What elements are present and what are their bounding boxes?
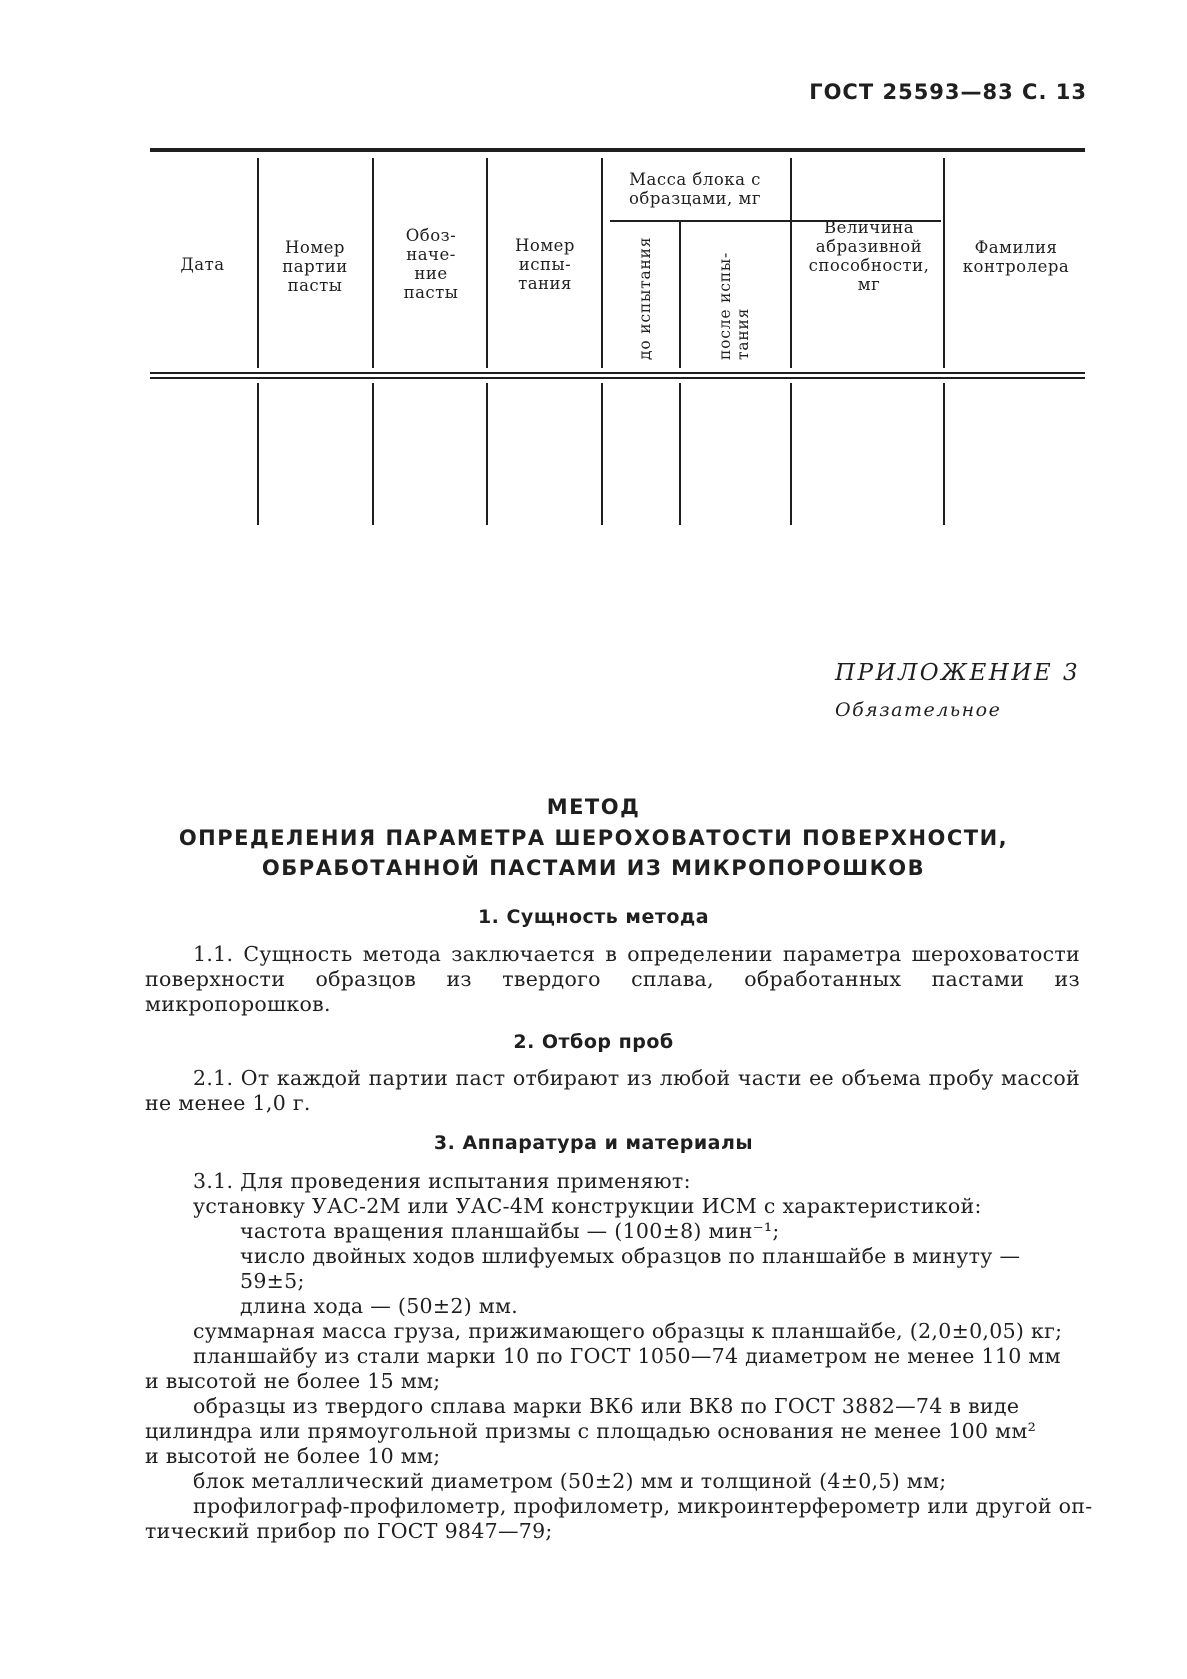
col-divider — [790, 383, 792, 525]
appendix-status: Обязательное — [835, 699, 1002, 721]
col-test-number: Номер испы-тания — [515, 236, 575, 293]
equipment-line: тический прибор по ГОСТ 9847—79; — [145, 1519, 553, 1543]
equipment-line: и высотой не более 15 мм; — [145, 1369, 441, 1393]
col-inspector: Фамилия контролера — [962, 238, 1070, 276]
table-header-rule-1 — [150, 372, 1085, 374]
equipment-line: частота вращения планшайбы — (100±8) мин⁻¹; — [240, 1219, 780, 1243]
col-mass-before: до испытания — [636, 236, 654, 360]
equipment-line: 59±5; — [240, 1269, 305, 1293]
method-title-line-3: ОБРАБОТАННОЙ ПАСТАМИ ИЗ МИКРОПОРОШКОВ — [261, 856, 926, 880]
col-divider — [257, 158, 259, 368]
section-2-heading: 2. Отбор проб — [513, 1031, 674, 1053]
method-title-line-1: МЕТОД — [546, 795, 641, 819]
equipment-line: суммарная масса груза, прижимающего образцы к планшайбе, (2,0±0,05) кг; — [193, 1319, 1063, 1343]
equipment-line: планшайбу из стали марки 10 по ГОСТ 1050—74 диаметром не менее 110 мм — [193, 1344, 1061, 1368]
equipment-line: установку УАС-2М или УАС-4М конструкции ИСМ с характеристикой: — [193, 1194, 982, 1218]
section-1-heading: 1. Сущность метода — [477, 906, 710, 928]
section-3-heading: 3. Аппаратура и материалы — [433, 1132, 754, 1154]
col-mass-after: после испы-тания — [716, 251, 752, 360]
table-top-rule — [150, 148, 1085, 152]
equipment-line: число двойных ходов шлифуемых образцов по планшайбе в минуту — — [240, 1244, 1021, 1268]
equipment-line: длина хода — (50±2) мм. — [240, 1294, 519, 1318]
page-header: ГОСТ 25593—83 С. 13 — [809, 80, 1087, 104]
col-divider — [257, 383, 259, 525]
equipment-line: цилиндра или прямоугольной призмы с площадью основания не менее 100 мм² — [145, 1419, 1037, 1443]
col-divider — [790, 158, 792, 368]
col-divider — [943, 383, 945, 525]
paragraph-2-1: 2.1. От каждой партии паст отбирают из любой части ее объема пробу массой не менее 1,0 г. — [145, 1066, 1080, 1115]
equipment-line: 3.1. Для проведения испытания применяют: — [193, 1169, 691, 1193]
table-header-rule-2 — [150, 377, 1085, 379]
col-date: Дата — [180, 255, 225, 274]
equipment-line: и высотой не более 10 мм; — [145, 1444, 441, 1468]
col-divider — [679, 222, 681, 368]
col-divider — [372, 158, 374, 368]
test-record-table — [150, 148, 1085, 525]
col-divider — [943, 158, 945, 368]
col-batch: Номер партии пасты — [282, 238, 348, 295]
col-divider — [372, 383, 374, 525]
col-mass-group: Масса блока с образцами, мг — [628, 170, 761, 208]
col-abrasive: Величина абразивной способности, мг — [808, 218, 930, 294]
appendix-label: ПРИЛОЖЕНИЕ 3 — [835, 660, 1081, 686]
col-divider — [679, 383, 681, 525]
equipment-line: профилограф-профилометр, профилометр, микроинтерферометр или другой оп- — [193, 1494, 1093, 1518]
col-divider — [486, 158, 488, 368]
col-divider — [601, 383, 603, 525]
col-divider — [486, 383, 488, 525]
paragraph-1-1: 1.1. Сущность метода заключается в определении параметра шероховатости поверхности образцов из твердого сплава, обработанных пастами из микропорошков. — [145, 942, 1080, 1016]
equipment-line: блок металлический диаметром (50±2) мм и толщиной (4±0,5) мм; — [193, 1469, 947, 1493]
method-title-line-2: ОПРЕДЕЛЕНИЯ ПАРАМЕТРА ШЕРОХОВАТОСТИ ПОВЕРХНОСТИ, — [178, 826, 1009, 850]
col-divider — [601, 158, 603, 368]
col-designation: Обоз-наче-ние пасты — [403, 226, 459, 302]
equipment-line: образцы из твердого сплава марки ВК6 или ВК8 по ГОСТ 3882—74 в виде — [193, 1394, 1020, 1418]
